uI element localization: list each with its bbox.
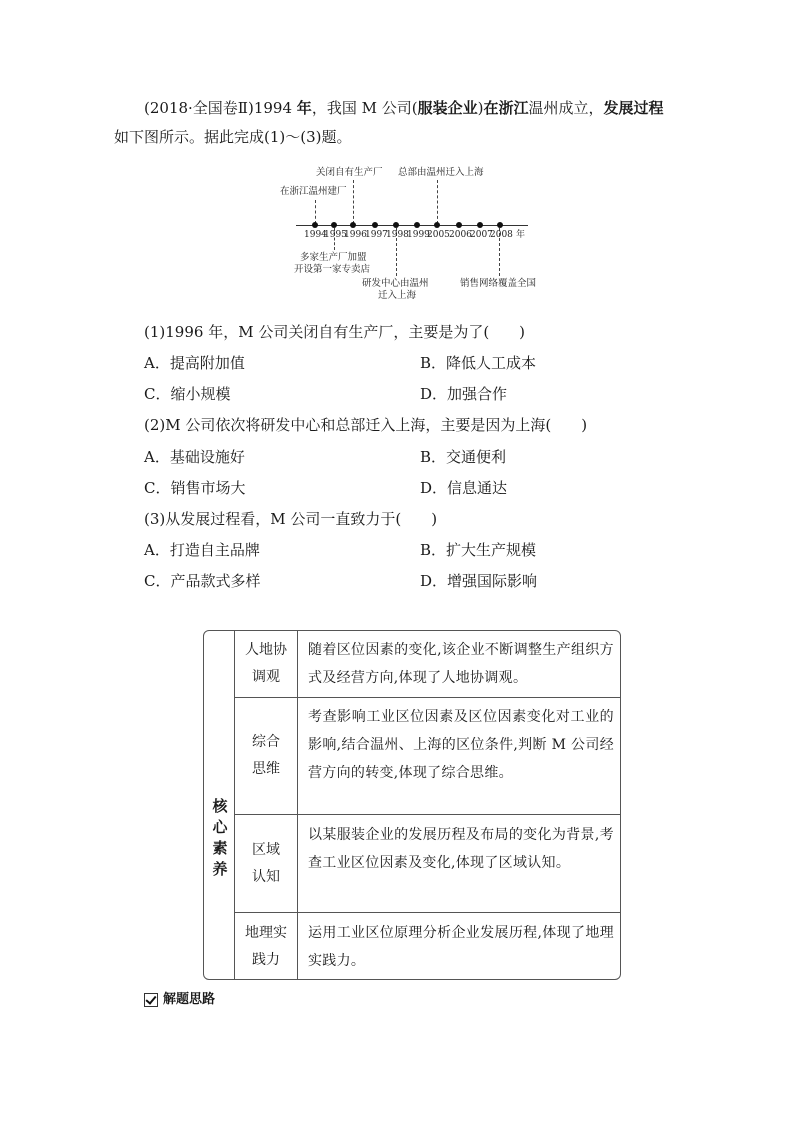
- q1-option-c: C．缩小规模: [144, 385, 231, 403]
- question-intro-line2: 如下图所示。据此完成(1)～(3)题。: [114, 128, 352, 146]
- label-founded: 在浙江温州建厂: [280, 186, 347, 197]
- label-rd-line2: 迁入上海: [378, 290, 417, 301]
- q1-option-d: D．加强合作: [420, 385, 508, 403]
- year-tick-label: 2007: [470, 230, 493, 240]
- question-3-stem: (3)从发展过程看，M 公司一直致力于( ): [144, 510, 438, 528]
- row-key-line2: 认知: [252, 869, 280, 885]
- label-close-factory: 关闭自有生产厂: [316, 167, 383, 178]
- year-tick-label: 1998: [386, 230, 409, 240]
- timeline-dot: [434, 222, 440, 228]
- row-key-line2: 践力: [252, 952, 280, 968]
- row-key-line1: 人地协: [245, 642, 287, 658]
- row-value: 随着区位因素的变化,该企业不断调整生产组织方式及经营方向,体现了人地协调观。: [308, 642, 614, 686]
- row-key-line1: 地理实: [245, 925, 287, 941]
- q1-option-a: A．提高附加值: [144, 354, 245, 372]
- label-rd-line1: 研发中心由温州: [362, 278, 429, 289]
- intro-location: 在浙江: [483, 99, 529, 117]
- label-franchise-line1: 多家生产厂加盟: [300, 252, 367, 263]
- label-franchise-line2: 开设第一家专卖店: [294, 264, 371, 275]
- row-key-line1: 综合: [252, 734, 280, 750]
- core-literacy-table: [203, 630, 621, 980]
- year-tick-label: 2008: [490, 230, 513, 240]
- year-tick-label: 1996: [344, 230, 367, 240]
- timeline-dot: [331, 222, 337, 228]
- label-hq-move: 总部由温州迁入上海: [398, 167, 484, 178]
- row-divider: [234, 697, 620, 698]
- leader-founded: [315, 200, 316, 224]
- intro-company: ，我国 M 公司(: [311, 99, 418, 117]
- intro-close-paren: ): [477, 99, 484, 117]
- q2-option-a: A．基础设施好: [144, 448, 245, 466]
- year-tick-label: 1994: [304, 230, 327, 240]
- q3-option-a: A．打造自主品牌: [144, 541, 260, 559]
- row-divider: [234, 814, 620, 815]
- timeline-dot: [497, 222, 503, 228]
- q3-option-c: C．产品款式多样: [144, 572, 261, 590]
- timeline-dot: [477, 222, 483, 228]
- row-value: 考查影响工业区位因素及区位因素变化对工业的影响,结合温州、上海的区位条件,判断 M 公司经营方向的转变,体现了综合思维。: [308, 709, 614, 781]
- year-tick-label: 2006: [449, 230, 472, 240]
- year-tick-label: 1999: [407, 230, 430, 240]
- leader-close-factory: [353, 180, 354, 224]
- checkbox-icon: [144, 993, 158, 1007]
- year-unit-label: 年: [516, 230, 526, 240]
- intro-process: 发展过程: [603, 99, 664, 117]
- timeline-dot: [456, 222, 462, 228]
- question-intro-line1: [144, 98, 664, 118]
- intro-founded: 温州成立: [528, 99, 589, 117]
- timeline-diagram: [270, 160, 550, 305]
- row-key-line2: 思维: [252, 761, 280, 777]
- question-2-stem: (2)M 公司依次将研发中心和总部迁入上海，主要是因为上海( ): [144, 416, 588, 434]
- q2-option-c: C．销售市场大: [144, 479, 246, 497]
- timeline-dot: [414, 222, 420, 228]
- row-key-line1: 区域: [252, 842, 280, 858]
- row-key-line2: 调观: [252, 669, 280, 685]
- core-literacy-title: 核心素养: [212, 797, 228, 878]
- q3-option-b: B．扩大生产规模: [420, 541, 537, 559]
- intro-source: (2018·全国卷Ⅱ)1994: [144, 99, 297, 117]
- timeline-dot: [350, 222, 356, 228]
- table-divider: [297, 631, 298, 979]
- intro-industry: 服装企业: [417, 99, 478, 117]
- intro-comma: ，: [588, 99, 604, 117]
- row-value: 以某服装企业的发展历程及布局的变化为背景,考查工业区位因素及变化,体现了区域认知。: [308, 827, 614, 871]
- timeline-dot: [312, 222, 318, 228]
- year-tick-label: 2005: [427, 230, 450, 240]
- row-value: 运用工业区位原理分析企业发展历程,体现了地理实践力。: [308, 925, 614, 969]
- row-divider: [234, 912, 620, 913]
- year-tick-label: 1995: [324, 230, 347, 240]
- leader-hq-move: [437, 180, 438, 224]
- intro-year-unit: 年: [296, 99, 312, 117]
- q3-option-d: D．增强国际影响: [420, 572, 538, 590]
- label-sales: 销售网络覆盖全国: [460, 278, 537, 289]
- question-1-stem: (1)1996 年，M 公司关闭自有生产厂，主要是为了( ): [144, 323, 526, 341]
- timeline-dot: [372, 222, 378, 228]
- q1-option-b: B．降低人工成本: [420, 354, 537, 372]
- q2-option-b: B．交通便利: [420, 448, 507, 466]
- year-tick-label: 1997: [365, 230, 388, 240]
- solution-approach-label: 解题思路: [163, 992, 216, 1007]
- q2-option-d: D．信息通达: [420, 479, 508, 497]
- timeline-dot: [393, 222, 399, 228]
